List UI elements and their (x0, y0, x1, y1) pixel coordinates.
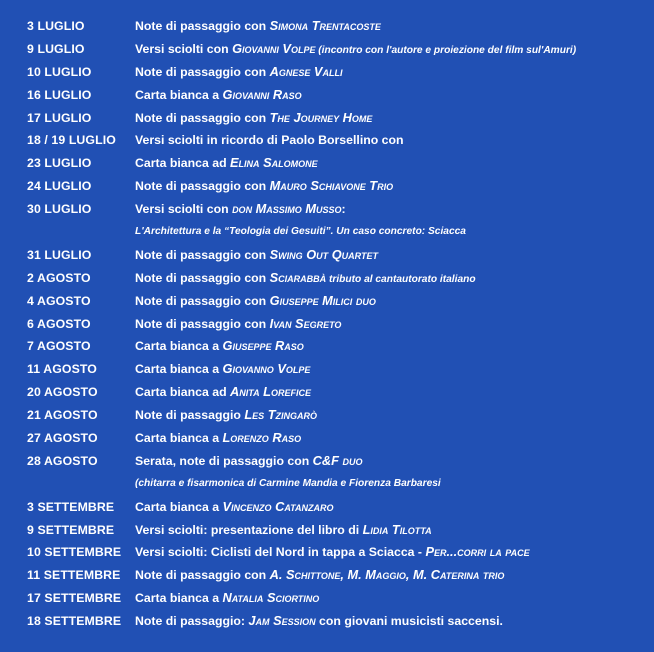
event-description (135, 38, 576, 62)
event-description (135, 381, 311, 403)
performer-name: Anita Lorefice (230, 384, 311, 400)
event-text: con giovani musicisti saccensi. (315, 614, 503, 629)
event-description (135, 496, 333, 518)
event-description (135, 61, 342, 83)
event-date: 10 SETTEMBRE (27, 545, 122, 560)
event-description (135, 15, 381, 37)
event-description (135, 427, 301, 449)
event-date: 23 LUGLIO (27, 156, 92, 171)
performer-name: Per...corri la pace (425, 544, 530, 560)
event-text: Carta bianca a (135, 591, 223, 606)
event-date: 28 AGOSTO (27, 453, 98, 468)
schedule-row (0, 404, 654, 427)
performer-name: Agnese Valli (269, 63, 343, 79)
event-date: 17 LUGLIO (27, 110, 92, 125)
schedule-row (0, 198, 654, 221)
event-date: 9 SETTEMBRE (27, 522, 115, 537)
event-description (135, 244, 378, 266)
schedule-row (0, 381, 654, 404)
event-text: Note di passaggio con (135, 293, 270, 308)
performer-name: Ivan Segreto (269, 315, 342, 331)
event-text: Carta bianca a (135, 362, 223, 377)
event-text: Carta bianca a (135, 339, 223, 354)
event-date: 2 AGOSTO (27, 270, 91, 285)
event-description (135, 107, 372, 129)
event-description (135, 564, 504, 586)
schedule-row (0, 335, 654, 358)
event-description (135, 610, 503, 632)
event-date: 20 AGOSTO (27, 385, 98, 400)
event-date: 11 AGOSTO (27, 362, 97, 377)
event-date: 4 AGOSTO (27, 293, 91, 308)
event-description (135, 450, 363, 472)
event-text: Versi sciolti con (135, 41, 233, 56)
schedule-row (0, 313, 654, 336)
event-date: 30 LUGLIO (27, 202, 92, 217)
schedule-row (0, 175, 654, 198)
performer-name: Sciarabbà (269, 269, 327, 285)
schedule-row (0, 473, 654, 496)
event-date: 3 SETTEMBRE (27, 499, 115, 514)
event-description (135, 335, 304, 357)
event-date: 17 SETTEMBRE (27, 591, 122, 606)
event-text: Note di passaggio con (135, 64, 270, 79)
schedule-row (0, 496, 654, 519)
schedule-row (0, 15, 654, 38)
schedule-row (0, 84, 654, 107)
performer-name: Lorenzo Raso (222, 430, 302, 446)
event-text: (chitarra e fisarmonica di Carmine Mandia e Fiorenza Barbaresi (135, 477, 441, 489)
event-text: L'Architettura e la “Teologia dei Gesuiti”. Un caso concreto: Sciacca (135, 226, 466, 238)
event-date: 9 LUGLIO (27, 41, 85, 56)
event-note (135, 473, 441, 495)
event-text: Versi sciolti: presentazione del libro di (135, 522, 363, 537)
event-description (135, 313, 341, 335)
schedule-row (0, 564, 654, 587)
event-text: Note di passaggio: (135, 614, 249, 629)
event-date: 3 LUGLIO (27, 19, 85, 33)
schedule-row (0, 519, 654, 542)
event-description (135, 587, 319, 609)
event-date: 18 / 19 LUGLIO (27, 133, 116, 148)
schedule-row (0, 450, 654, 473)
event-text: Note di passaggio con (135, 19, 270, 33)
event-date: 27 AGOSTO (27, 431, 98, 446)
performer-name: Giuseppe Milici duo (269, 292, 376, 308)
schedule-row (0, 610, 654, 633)
schedule-row (0, 38, 654, 61)
performer-name: A. Schittone, M. Maggio, M. Caterina trio (269, 567, 505, 583)
event-description (135, 404, 317, 426)
event-text: Carta bianca ad (135, 156, 230, 171)
event-text: Versi sciolti in ricordo di Paolo Borsellino con (135, 133, 404, 148)
event-description (135, 541, 530, 563)
event-text: : (341, 202, 346, 217)
performer-name: Lidia Tilotta (362, 521, 432, 537)
event-date: 31 LUGLIO (27, 247, 92, 262)
event-text: Note di passaggio con (135, 247, 270, 262)
event-detail: tributo al cantautorato italiano (326, 273, 476, 285)
performer-name: Les Tzingarò (244, 407, 318, 423)
schedule-row (0, 267, 654, 290)
performer-name: The Journey Home (269, 109, 373, 125)
event-description (135, 175, 393, 197)
schedule-row (0, 290, 654, 313)
schedule-row (0, 61, 654, 84)
event-description (135, 129, 404, 151)
performer-name: Vincenzo Catanzaro (222, 498, 334, 514)
event-date: 24 LUGLIO (27, 179, 92, 194)
event-note (135, 221, 466, 243)
event-text: Carta bianca a (135, 431, 223, 446)
event-description (135, 152, 318, 174)
schedule-row (0, 427, 654, 450)
event-date: 18 SETTEMBRE (27, 614, 122, 629)
event-date: 21 AGOSTO (27, 408, 98, 423)
event-text: Carta bianca ad (135, 385, 230, 400)
schedule-row (0, 129, 654, 152)
performer-name: Giovanni Volpe (232, 40, 316, 56)
event-text: Carta bianca a (135, 87, 223, 102)
event-description (135, 358, 310, 380)
event-text: Note di passaggio (135, 408, 245, 423)
event-date: 16 LUGLIO (27, 87, 92, 102)
event-text: Versi sciolti con (135, 202, 233, 217)
performer-name: Mauro Schiavone Trio (269, 178, 394, 194)
schedule-row (0, 221, 654, 244)
performer-name: C&F duo (312, 452, 363, 468)
schedule-row (0, 244, 654, 267)
event-date: 7 AGOSTO (27, 339, 91, 354)
event-description (135, 267, 476, 291)
performer-name: Simona Trentacoste (269, 18, 381, 33)
performer-name: Giovanni Raso (222, 86, 302, 102)
performer-name: Elina Salomone (230, 155, 318, 171)
event-text: Note di passaggio con (135, 179, 270, 194)
event-schedule (0, 15, 654, 633)
performer-name: Jam Session (248, 613, 316, 629)
event-text: Versi sciolti: Ciclisti del Nord in tappa a Sciacca - (135, 545, 426, 560)
event-date: 11 SETTEMBRE (27, 568, 121, 583)
event-text: Note di passaggio con (135, 270, 270, 285)
event-description (135, 198, 346, 220)
event-text: Carta bianca a (135, 499, 223, 514)
event-text: Serata, note di passaggio con (135, 453, 313, 468)
event-description (135, 84, 302, 106)
event-date: 10 LUGLIO (27, 64, 92, 79)
performer-name: don Massimo Musso (232, 201, 342, 217)
performer-name: Natalia Sciortino (222, 590, 320, 606)
event-date: 6 AGOSTO (27, 316, 91, 331)
event-text: Note di passaggio con (135, 316, 270, 331)
schedule-row (0, 541, 654, 564)
event-text: Note di passaggio con (135, 110, 270, 125)
event-text: Note di passaggio con (135, 568, 270, 583)
performer-name: Giovanno Volpe (222, 361, 311, 377)
event-description (135, 290, 376, 312)
performer-name: Giuseppe Raso (222, 338, 304, 354)
schedule-row (0, 587, 654, 610)
schedule-row (0, 358, 654, 381)
event-detail: (incontro con l'autore e proiezione del film sul'Amuri) (315, 44, 577, 56)
schedule-row (0, 152, 654, 175)
schedule-row (0, 107, 654, 130)
performer-name: Swing Out Quartet (269, 246, 378, 262)
event-description (135, 519, 432, 541)
